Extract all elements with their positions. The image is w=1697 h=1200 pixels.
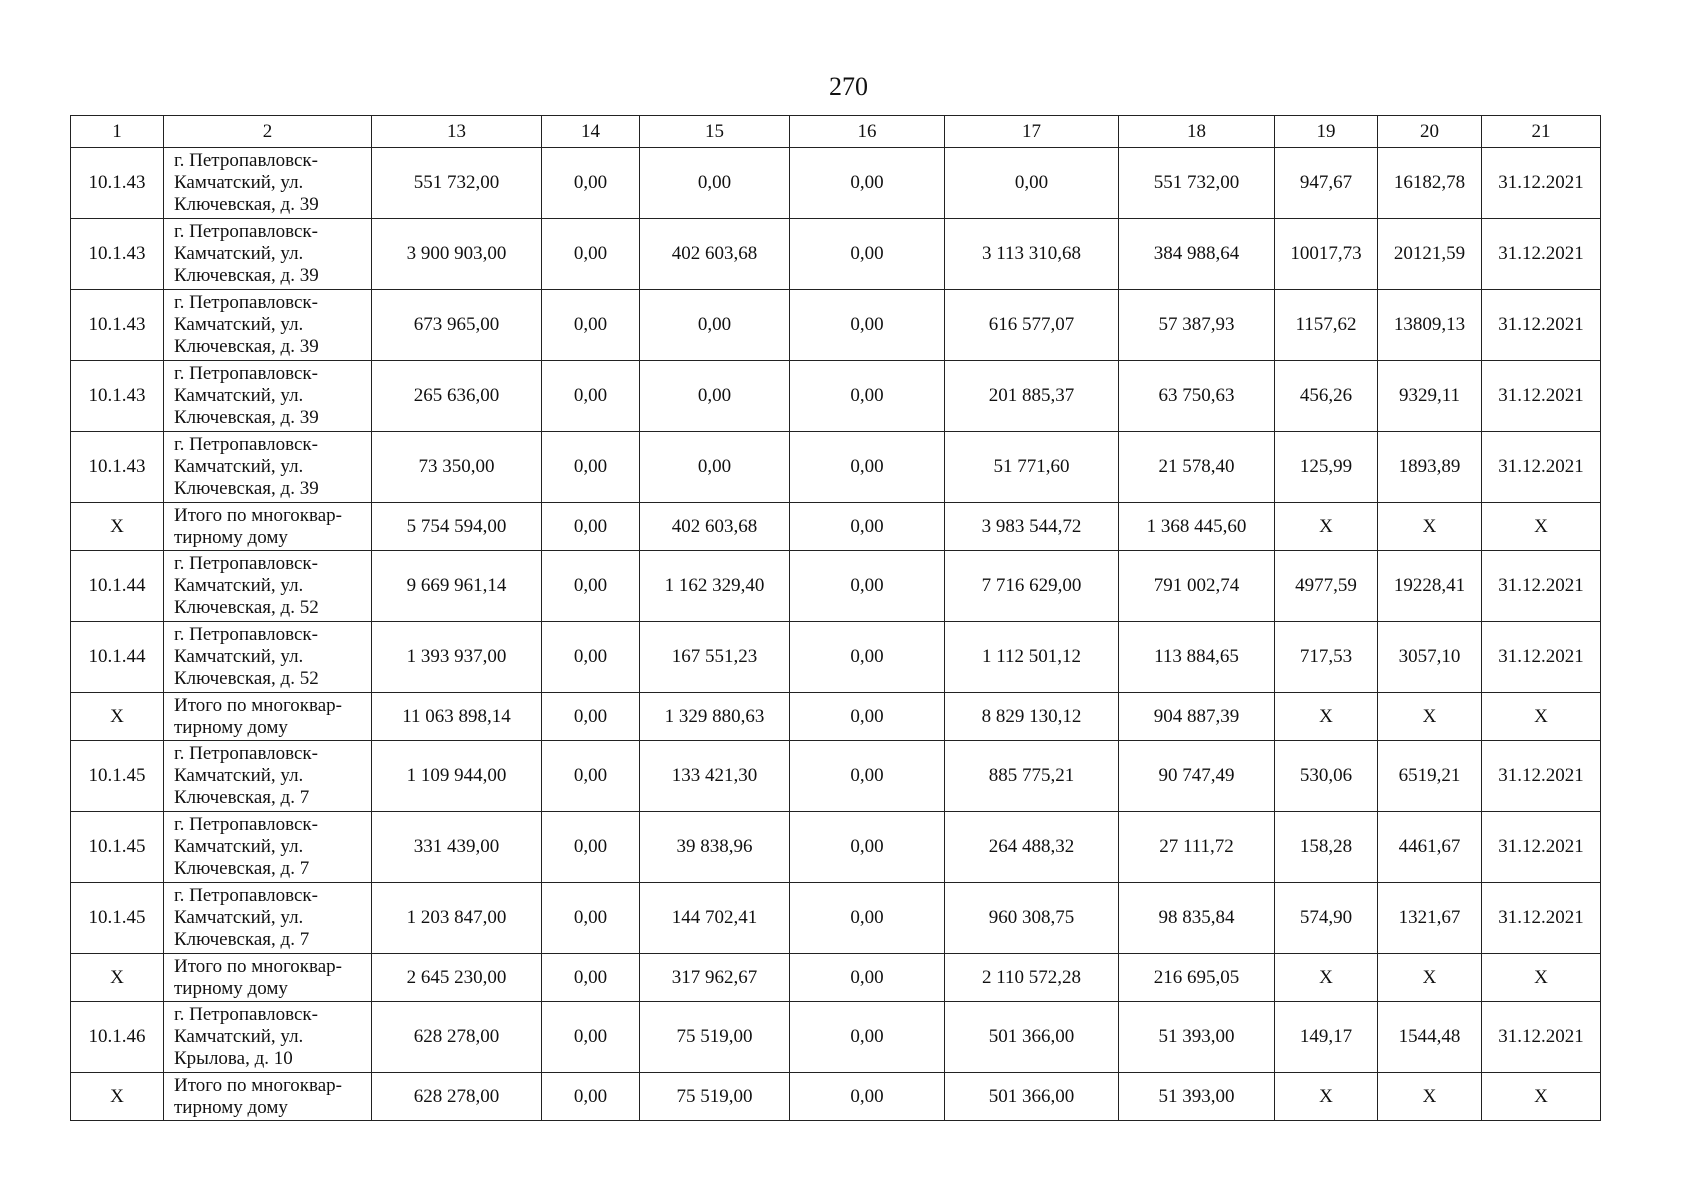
table-cell: 31.12.2021 — [1482, 148, 1601, 219]
table-cell: 8 829 130,12 — [945, 693, 1119, 741]
table-row — [71, 551, 1601, 622]
table-cell: 0,00 — [542, 812, 640, 883]
table-cell: 98 835,84 — [1119, 883, 1275, 954]
table-cell: 9329,11 — [1378, 361, 1482, 432]
table-cell: 960 308,75 — [945, 883, 1119, 954]
table-cell: 331 439,00 — [372, 812, 542, 883]
table-cell: 0,00 — [790, 1073, 945, 1121]
table-row — [71, 883, 1601, 954]
table-cell: 1 329 880,63 — [640, 693, 790, 741]
table-cell: 885 775,21 — [945, 741, 1119, 812]
table-cell: 0,00 — [542, 290, 640, 361]
table-row — [71, 432, 1601, 503]
table-cell: 31.12.2021 — [1482, 290, 1601, 361]
column-header: 16 — [790, 116, 945, 148]
table-cell: 530,06 — [1275, 741, 1378, 812]
table-cell: 9 669 961,14 — [372, 551, 542, 622]
table-row — [71, 219, 1601, 290]
table-cell: 0,00 — [790, 551, 945, 622]
table-cell: 10.1.44 — [71, 551, 164, 622]
table-cell: 574,90 — [1275, 883, 1378, 954]
table-cell: 31.12.2021 — [1482, 432, 1601, 503]
address-cell: г. Петропавловск- Камчатский, ул. Ключевская, д. 52 — [164, 551, 372, 622]
table-cell: 1893,89 — [1378, 432, 1482, 503]
column-header: 14 — [542, 116, 640, 148]
table-cell: 10.1.43 — [71, 432, 164, 503]
address-cell: Итого по многоквар- тирному дому — [164, 954, 372, 1002]
table-cell: 63 750,63 — [1119, 361, 1275, 432]
table-cell: 0,00 — [542, 693, 640, 741]
table-cell: 19228,41 — [1378, 551, 1482, 622]
address-cell: г. Петропавловск- Камчатский, ул. Ключевская, д. 52 — [164, 622, 372, 693]
table-cell: X — [1378, 954, 1482, 1002]
table-cell: 0,00 — [542, 1002, 640, 1073]
table-cell: 0,00 — [542, 551, 640, 622]
table-cell: 27 111,72 — [1119, 812, 1275, 883]
table-cell: 216 695,05 — [1119, 954, 1275, 1002]
address-cell: г. Петропавловск- Камчатский, ул. Ключевская, д. 39 — [164, 361, 372, 432]
address-cell: Итого по многоквар- тирному дому — [164, 693, 372, 741]
table-cell: 4977,59 — [1275, 551, 1378, 622]
table-cell: 628 278,00 — [372, 1002, 542, 1073]
table-cell: 1 162 329,40 — [640, 551, 790, 622]
table-cell: 3057,10 — [1378, 622, 1482, 693]
table-cell: 75 519,00 — [640, 1002, 790, 1073]
table-cell: 0,00 — [640, 361, 790, 432]
table-cell: 10.1.45 — [71, 812, 164, 883]
table-cell: 158,28 — [1275, 812, 1378, 883]
table-cell: 3 900 903,00 — [372, 219, 542, 290]
table-cell: 31.12.2021 — [1482, 219, 1601, 290]
table-cell: 6519,21 — [1378, 741, 1482, 812]
table-cell: X — [1275, 1073, 1378, 1121]
table-cell: 31.12.2021 — [1482, 1002, 1601, 1073]
table-row — [71, 812, 1601, 883]
address-cell: г. Петропавловск- Камчатский, ул. Ключевская, д. 39 — [164, 148, 372, 219]
table-cell: 265 636,00 — [372, 361, 542, 432]
address-cell: г. Петропавловск- Камчатский, ул. Ключевская, д. 39 — [164, 432, 372, 503]
table-cell: 31.12.2021 — [1482, 883, 1601, 954]
table-cell: 264 488,32 — [945, 812, 1119, 883]
table-cell: X — [1378, 693, 1482, 741]
table-cell: 628 278,00 — [372, 1073, 542, 1121]
column-header: 13 — [372, 116, 542, 148]
table-row — [71, 361, 1601, 432]
table-cell: 10.1.45 — [71, 741, 164, 812]
table-row — [71, 1002, 1601, 1073]
table-cell: 551 732,00 — [1119, 148, 1275, 219]
table-row — [71, 741, 1601, 812]
table-cell: X — [1378, 503, 1482, 551]
table-cell: 3 113 310,68 — [945, 219, 1119, 290]
table-cell: 0,00 — [542, 148, 640, 219]
table-cell: X — [1275, 954, 1378, 1002]
table-cell: 2 110 572,28 — [945, 954, 1119, 1002]
table-cell: 0,00 — [790, 622, 945, 693]
table-cell: 791 002,74 — [1119, 551, 1275, 622]
table-cell: 10.1.44 — [71, 622, 164, 693]
table-cell: 0,00 — [790, 1002, 945, 1073]
table-row — [71, 290, 1601, 361]
address-cell: г. Петропавловск- Камчатский, ул. Ключевская, д. 7 — [164, 883, 372, 954]
page-number: 270 — [829, 72, 868, 101]
address-cell: Итого по многоквар- тирному дому — [164, 503, 372, 551]
column-header: 18 — [1119, 116, 1275, 148]
table-cell: 4461,67 — [1378, 812, 1482, 883]
table-cell: 51 771,60 — [945, 432, 1119, 503]
table-cell: X — [1482, 1073, 1601, 1121]
table-cell: 0,00 — [945, 148, 1119, 219]
table-cell: 75 519,00 — [640, 1073, 790, 1121]
table-cell: 616 577,07 — [945, 290, 1119, 361]
column-header: 21 — [1482, 116, 1601, 148]
table-cell: 10.1.43 — [71, 361, 164, 432]
table-cell: 144 702,41 — [640, 883, 790, 954]
table-cell: 16182,78 — [1378, 148, 1482, 219]
table-cell: 201 885,37 — [945, 361, 1119, 432]
total-row — [71, 1073, 1601, 1121]
table-cell: 0,00 — [790, 883, 945, 954]
address-cell: Итого по многоквар- тирному дому — [164, 1073, 372, 1121]
column-header: 19 — [1275, 116, 1378, 148]
column-header: 15 — [640, 116, 790, 148]
table-cell: 384 988,64 — [1119, 219, 1275, 290]
table-cell: 1 393 937,00 — [372, 622, 542, 693]
table-cell: 1157,62 — [1275, 290, 1378, 361]
table-cell: 51 393,00 — [1119, 1002, 1275, 1073]
table-cell: 5 754 594,00 — [372, 503, 542, 551]
table-cell: X — [1482, 954, 1601, 1002]
table-cell: 31.12.2021 — [1482, 622, 1601, 693]
table-cell: 0,00 — [542, 503, 640, 551]
table-cell: 149,17 — [1275, 1002, 1378, 1073]
table-cell: X — [1275, 503, 1378, 551]
column-header: 17 — [945, 116, 1119, 148]
table-cell: 717,53 — [1275, 622, 1378, 693]
table-cell: 20121,59 — [1378, 219, 1482, 290]
table-cell: 31.12.2021 — [1482, 551, 1601, 622]
table-cell: X — [71, 693, 164, 741]
table-cell: 0,00 — [542, 883, 640, 954]
table-cell: X — [71, 954, 164, 1002]
table-cell: 0,00 — [640, 432, 790, 503]
table-cell: 7 716 629,00 — [945, 551, 1119, 622]
table-cell: 73 350,00 — [372, 432, 542, 503]
column-header: 20 — [1378, 116, 1482, 148]
table-cell: 673 965,00 — [372, 290, 542, 361]
table-cell: 0,00 — [542, 219, 640, 290]
address-cell: г. Петропавловск- Камчатский, ул. Ключевская, д. 7 — [164, 812, 372, 883]
table-cell: 13809,13 — [1378, 290, 1482, 361]
table-cell: 90 747,49 — [1119, 741, 1275, 812]
table-cell: 501 366,00 — [945, 1073, 1119, 1121]
table-cell: 10.1.45 — [71, 883, 164, 954]
table-cell: 0,00 — [790, 693, 945, 741]
table-cell: 0,00 — [542, 361, 640, 432]
table-cell: 0,00 — [790, 361, 945, 432]
table-cell: 133 421,30 — [640, 741, 790, 812]
total-row — [71, 693, 1601, 741]
table-cell: 113 884,65 — [1119, 622, 1275, 693]
table-cell: X — [1482, 503, 1601, 551]
table-cell: X — [71, 1073, 164, 1121]
table-cell: 1 368 445,60 — [1119, 503, 1275, 551]
table-row — [71, 148, 1601, 219]
column-header: 1 — [71, 116, 164, 148]
table-cell: 402 603,68 — [640, 503, 790, 551]
total-row — [71, 503, 1601, 551]
table-cell: 2 645 230,00 — [372, 954, 542, 1002]
column-header: 2 — [164, 116, 372, 148]
table-cell: X — [71, 503, 164, 551]
table-cell: 0,00 — [542, 432, 640, 503]
table-cell: 0,00 — [542, 622, 640, 693]
table-cell: 0,00 — [790, 290, 945, 361]
address-cell: г. Петропавловск- Камчатский, ул. Ключевская, д. 39 — [164, 219, 372, 290]
table-cell: 0,00 — [790, 741, 945, 812]
table-cell: 0,00 — [542, 954, 640, 1002]
table-cell: X — [1378, 1073, 1482, 1121]
table-cell: 167 551,23 — [640, 622, 790, 693]
table-cell: 31.12.2021 — [1482, 361, 1601, 432]
table-cell: 551 732,00 — [372, 148, 542, 219]
table-cell: 10.1.43 — [71, 219, 164, 290]
table-cell: 10.1.43 — [71, 290, 164, 361]
table-cell: 0,00 — [542, 1073, 640, 1121]
table-cell: 10017,73 — [1275, 219, 1378, 290]
table-cell: 0,00 — [790, 503, 945, 551]
table-cell: 1544,48 — [1378, 1002, 1482, 1073]
table-cell: 11 063 898,14 — [372, 693, 542, 741]
header-row — [71, 116, 1601, 148]
table-cell: 1321,67 — [1378, 883, 1482, 954]
table-cell: 10.1.46 — [71, 1002, 164, 1073]
table-cell: 0,00 — [790, 219, 945, 290]
table-cell: 3 983 544,72 — [945, 503, 1119, 551]
table-cell: 10.1.43 — [71, 148, 164, 219]
address-cell: г. Петропавловск- Камчатский, ул. Ключевская, д. 7 — [164, 741, 372, 812]
table-cell: 39 838,96 — [640, 812, 790, 883]
address-cell: г. Петропавловск- Камчатский, ул. Крылова, д. 10 — [164, 1002, 372, 1073]
table-cell: 125,99 — [1275, 432, 1378, 503]
table-cell: 1 203 847,00 — [372, 883, 542, 954]
table-cell: 57 387,93 — [1119, 290, 1275, 361]
table-cell: 1 112 501,12 — [945, 622, 1119, 693]
table-cell: 947,67 — [1275, 148, 1378, 219]
table-cell: 51 393,00 — [1119, 1073, 1275, 1121]
table-cell: 0,00 — [790, 812, 945, 883]
table-cell: X — [1275, 693, 1378, 741]
table-cell: 1 109 944,00 — [372, 741, 542, 812]
table-cell: 904 887,39 — [1119, 693, 1275, 741]
table-cell: 0,00 — [542, 741, 640, 812]
table-cell: 0,00 — [790, 954, 945, 1002]
data-table — [70, 115, 1601, 1121]
table-cell: 0,00 — [640, 290, 790, 361]
table-cell: 31.12.2021 — [1482, 812, 1601, 883]
table-cell: X — [1482, 693, 1601, 741]
table-cell: 501 366,00 — [945, 1002, 1119, 1073]
table-cell: 0,00 — [790, 148, 945, 219]
table-row — [71, 622, 1601, 693]
table-cell: 456,26 — [1275, 361, 1378, 432]
table-cell: 0,00 — [640, 148, 790, 219]
table-cell: 0,00 — [790, 432, 945, 503]
table-cell: 31.12.2021 — [1482, 741, 1601, 812]
total-row — [71, 954, 1601, 1002]
table-cell: 21 578,40 — [1119, 432, 1275, 503]
table-cell: 402 603,68 — [640, 219, 790, 290]
table-cell: 317 962,67 — [640, 954, 790, 1002]
address-cell: г. Петропавловск- Камчатский, ул. Ключевская, д. 39 — [164, 290, 372, 361]
